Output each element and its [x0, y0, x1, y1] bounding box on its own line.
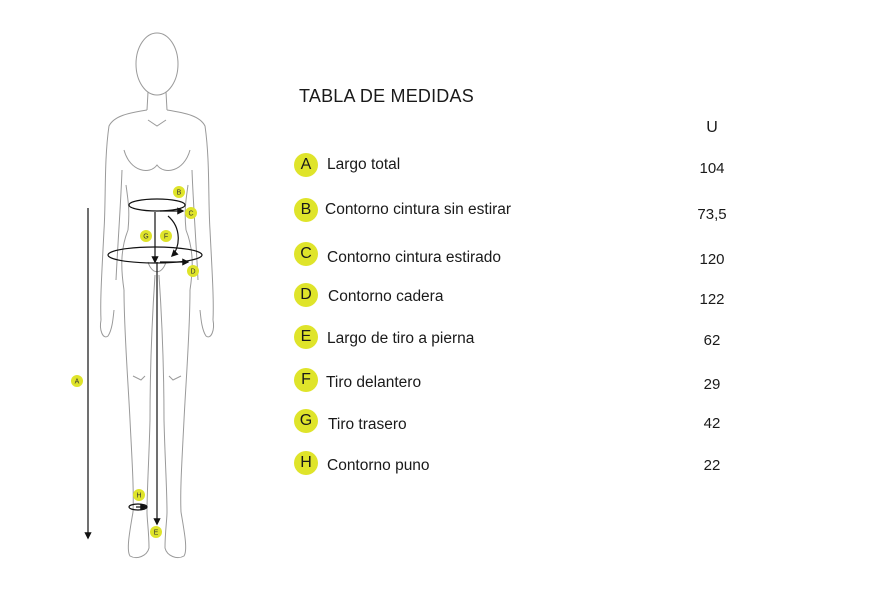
table-row: [0, 283, 879, 309]
row-badge: G: [294, 409, 318, 433]
row-label: Contorno cintura estirado: [327, 249, 502, 266]
svg-text:A: A: [74, 378, 80, 386]
table-row: [0, 153, 879, 179]
marker-e: [150, 526, 162, 538]
row-value: 62: [703, 332, 721, 349]
row-badge: D: [294, 283, 318, 307]
table-row: [0, 325, 879, 351]
marker-g: [140, 230, 152, 242]
table-row: [0, 242, 879, 268]
row-label: Contorno cadera: [328, 288, 444, 305]
row-badge: A: [294, 153, 318, 177]
row-badge: F: [294, 368, 318, 392]
row-value: 73,5: [697, 206, 727, 223]
marker-h: [133, 489, 145, 501]
row-label: Contorno puno: [327, 457, 430, 474]
svg-text:F: F: [163, 233, 169, 241]
row-value: 22: [703, 457, 721, 474]
row-label: Largo de tiro a pierna: [327, 330, 475, 347]
figure-markers: [71, 186, 199, 538]
row-badge: C: [294, 242, 318, 266]
row-label: Tiro delantero: [326, 374, 422, 391]
row-badge: E: [294, 325, 318, 349]
row-value: 104: [699, 160, 725, 177]
row-label: Contorno cintura sin estirar: [325, 201, 512, 218]
row-badge: B: [294, 198, 318, 222]
svg-text:C: C: [188, 210, 194, 218]
svg-text:E: E: [153, 529, 159, 537]
table-row: [0, 409, 879, 435]
table-row: [0, 451, 879, 477]
row-value: 122: [699, 291, 725, 308]
row-badge: H: [294, 451, 318, 475]
row-label: Tiro trasero: [328, 416, 407, 433]
row-value: 120: [699, 251, 725, 268]
row-value: 42: [703, 415, 721, 432]
row-label: Largo total: [327, 156, 401, 173]
svg-text:H: H: [136, 492, 142, 500]
marker-b: [173, 186, 185, 198]
table-row: [0, 198, 879, 224]
svg-text:B: B: [176, 189, 182, 197]
table-row: [0, 368, 879, 394]
column-header-u: U: [706, 119, 718, 136]
svg-text:D: D: [190, 268, 196, 276]
svg-text:G: G: [143, 233, 149, 241]
marker-f: [160, 230, 172, 242]
row-value: 29: [703, 376, 721, 393]
table-title: TABLA DE MEDIDAS: [299, 86, 474, 106]
